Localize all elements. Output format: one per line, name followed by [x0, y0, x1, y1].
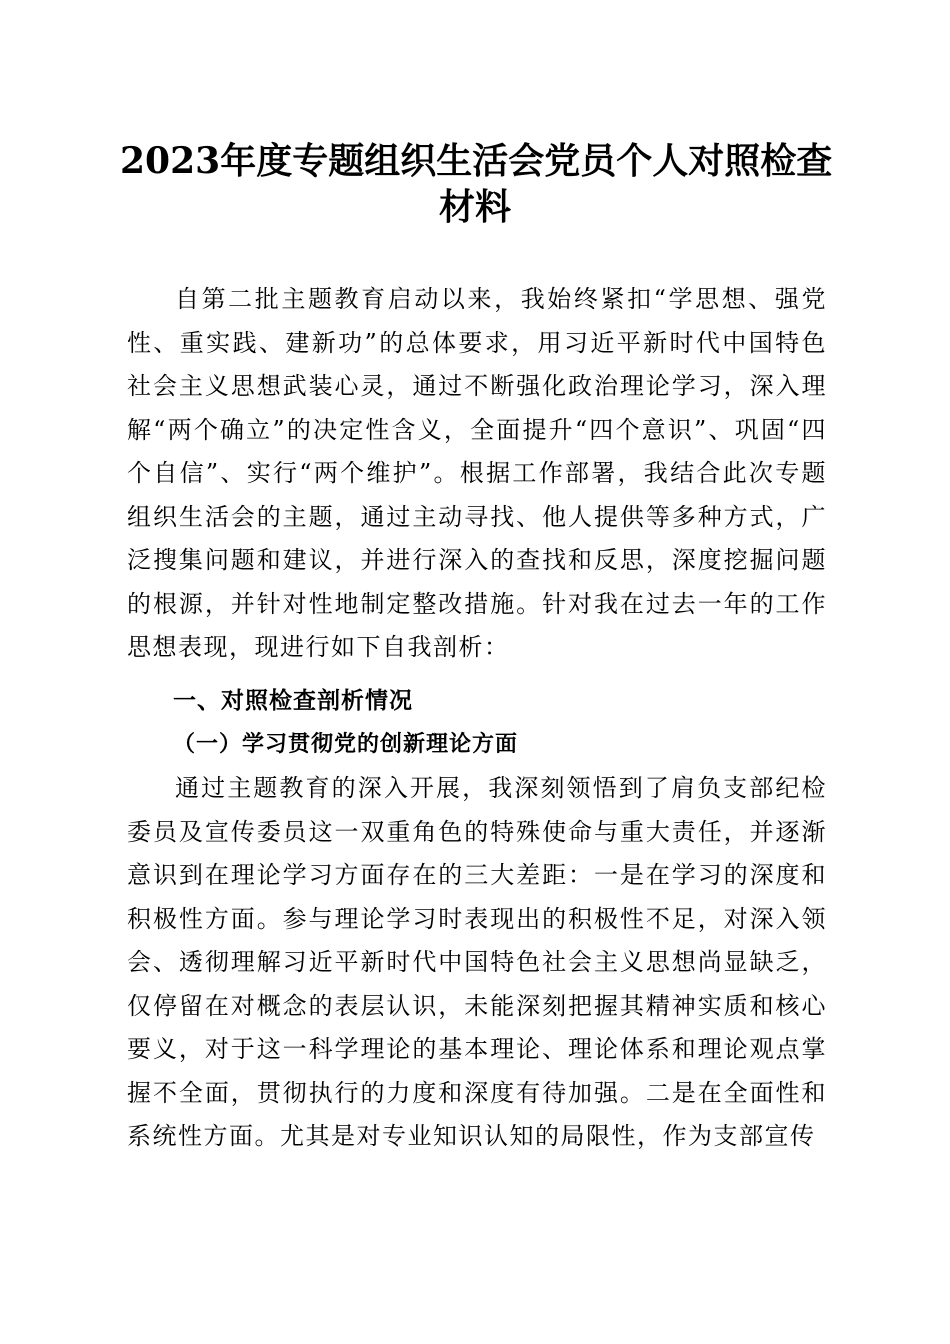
title-line-2: 材料: [438, 186, 511, 228]
subsection-paragraph: 通过主题教育的深入开展，我深刻领悟到了肩负支部纪检委员及宣传委员这一双重角色的特殊使命与重大责任，并逐渐意识到在理论学习方面存在的三大差距：一是在学习的深度和积极性方面。参与理论学习时表现出的积极性不足，对深入领会、透彻理解习近平新时代中国特色社会主义思想尚显缺乏，仅停留在对概念的表层认识，未能深刻把握其精神实质和核心要义，对于这一科学理论的基本理论、理论体系和理论观点掌握不全面，贯彻执行的力度和深度有待加强。二是在全面性和系统性方面。尤其是对专业知识认知的局限性，作为支部宣传: [127, 774, 827, 1150]
subsection-heading: （一）学习贯彻党的创新理论方面: [173, 731, 519, 757]
section-heading: 一、对照检查剖析情况: [173, 688, 413, 714]
intro-paragraph: 自第二批主题教育启动以来，我始终紧扣“学思想、强党性、重实践、建新功”的总体要求，用习近平新时代中国特色社会主义思想武装心灵，通过不断强化政治理论学习，深入理解“两个确立”的决定性含义，全面提升“四个意识”、巩固“四个自信”、实行“两个维护”。根据工作部署，我结合此次专题组织生活会的主题，通过主动寻找、他人提供等多种方式，广泛搜集问题和建议，并进行深入的查找和反思，深度挖掘问题的根源，并针对性地制定整改措施。针对我在过去一年的工作思想表现，现进行如下自我剖析：: [127, 285, 827, 661]
title-line-1: 2023年度专题组织生活会党员个人对照检查: [120, 140, 833, 182]
document-title: [120, 138, 833, 230]
